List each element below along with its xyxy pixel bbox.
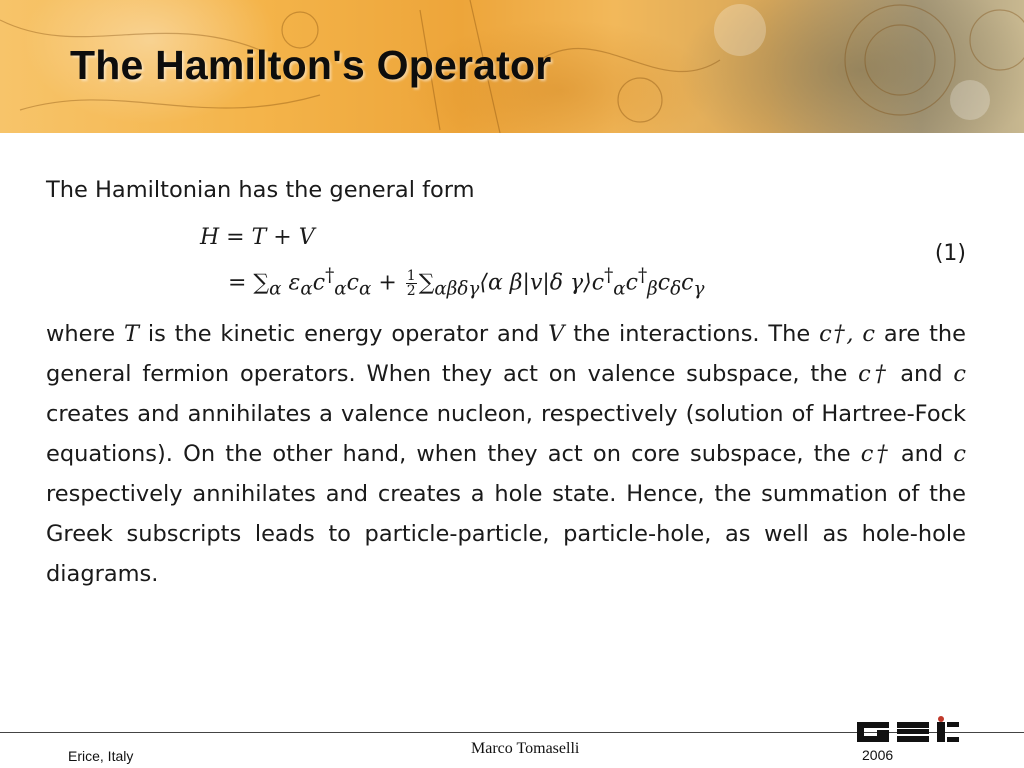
equation-number: (1) [934, 241, 966, 266]
gsi-logo [855, 716, 965, 746]
equation-line-1: H = T + V [200, 225, 315, 250]
hamiltonian-equation [46, 218, 966, 308]
intro-text: The Hamiltonian has the general form [46, 177, 475, 203]
footer-location: Erice, Italy [68, 748, 134, 764]
header-banner [0, 0, 1024, 133]
body-paragraph: where T is the kinetic energy operator and V the interactions. The c†, c are the general fermion operators. When they act on valence subspace, the c† and c creates and annihilates a valence nucleon, respectively (solution of Hartree-Fock equations). On the other hand, when they act on core subspace, the c† and c respectively annihilates and creates a hole state. Hence, the summation of the Greek subscripts leads to particle-particle, particle-hole, as well as hole-hole diagrams. [46, 321, 966, 587]
footer-author: Marco Tomaselli [471, 740, 580, 757]
footer-year: 2006 [862, 747, 894, 763]
one-half-fraction: $\frac{1}{2}$ [406, 267, 416, 299]
slide-title: The Hamilton's Operator [70, 42, 552, 88]
equation-line-2: = $\sum_\alpha$ $\varepsilon_\alpha c^\dagger_\alpha c_\alpha$ + $\frac{1}{2}$ $\sum_{\alpha\beta\delta\gamma}⟨\alpha$ β|v|δ $\gamma⟩c^\dagger_\alpha c^\dagger_\beta c_\delta c_\gamma$ [228, 265, 705, 300]
slide-content [46, 170, 966, 594]
